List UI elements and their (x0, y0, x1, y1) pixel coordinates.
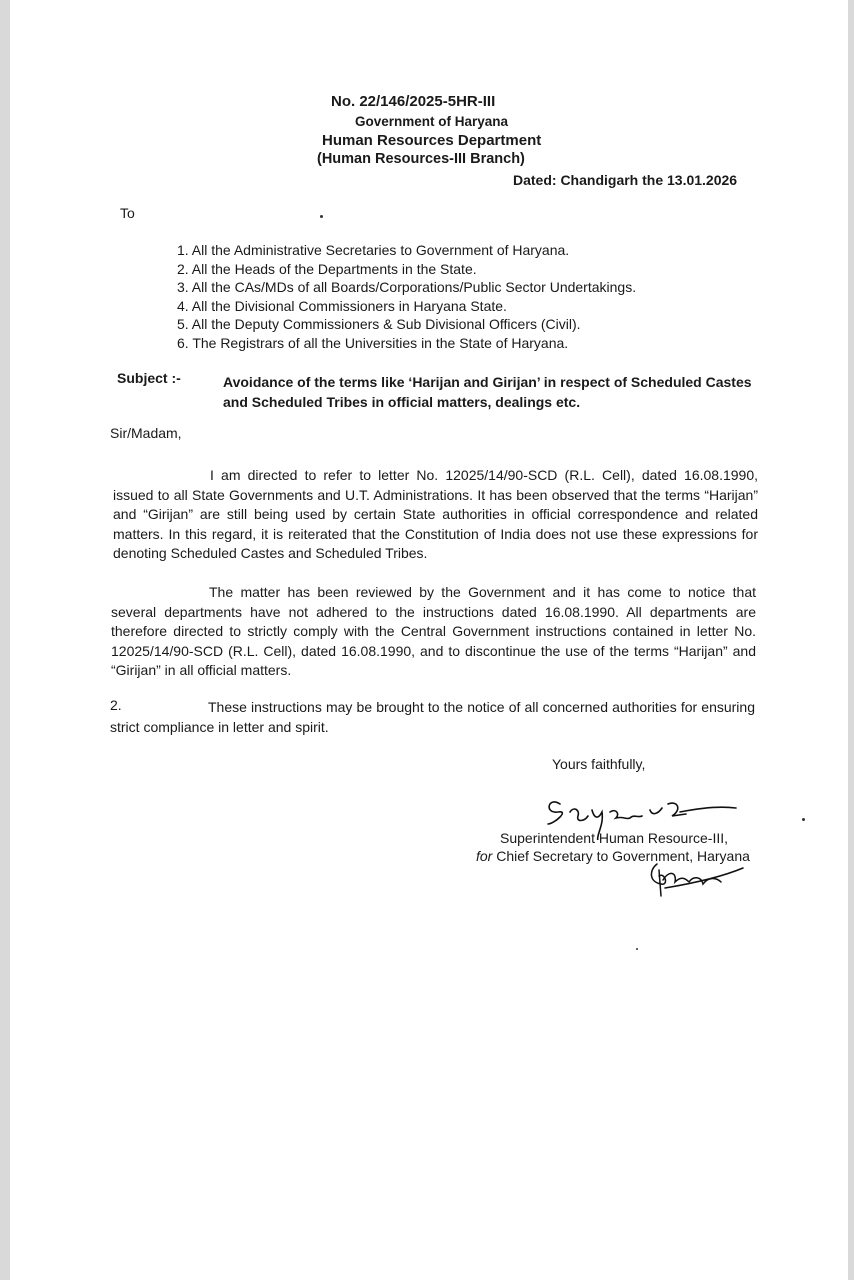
stray-mark (802, 818, 805, 821)
for-rest: Chief Secretary to Government, Haryana (492, 848, 750, 864)
department-name: Human Resources Department (322, 132, 542, 149)
paragraph-number: 2. (110, 697, 122, 713)
addressee-list (177, 241, 636, 352)
to-label: To (120, 205, 135, 221)
list-item: 1. All the Administrative Secretaries to Government of Haryana. (177, 242, 570, 258)
list-item: 4. All the Divisional Commissioners in Haryana State. (177, 297, 507, 314)
subject-text: Avoidance of the terms like ‘Harijan and Girijan’ in respect of Scheduled Castes and Scheduled Tribes in official matters, dealings etc. (223, 374, 752, 410)
initials-mark (645, 858, 755, 900)
yours-faithfully: Yours faithfully, (552, 756, 646, 772)
reference-number: No. 22/146/2025-5HR-III (331, 93, 496, 110)
paragraph-1: I am directed to refer to letter No. 12025/14/90-SCD (R.L. Cell), dated 16.08.1990, issued to all State Governments and U.T. Administrations. It has been observed that the terms “Harijan” and “Girijan” are still being used by certain State authorities in official correspondence and related matters. In this regard, it is reiterated that the Constitution of India does not use these expressions for denoting Scheduled Castes and Scheduled Tribes. (113, 467, 758, 561)
signatory-designation: Superintendent Human Resource-III, (500, 830, 729, 846)
branch-name: (Human Resources-III Branch) (317, 151, 525, 167)
paragraph-3: These instructions may be brought to the notice of all concerned authorities for ensuring strict compliance in letter and spirit. (110, 699, 755, 735)
list-item: 6. The Registrars of all the Universities in the State of Haryana. (177, 334, 569, 351)
list-item: 5. All the Deputy Commissioners & Sub Divisional Officers (Civil). (177, 316, 581, 332)
salutation: Sir/Madam, (110, 425, 182, 441)
dated-line: Dated: Chandigarh the 13.01.2026 (513, 172, 738, 188)
list-item: 2. All the Heads of the Departments in the State. (177, 260, 477, 277)
for-prefix: for (476, 848, 493, 864)
government-name: Government of Haryana (355, 114, 509, 129)
list-item: 3. All the CAs/MDs of all Boards/Corporations/Public Sector Undertakings. (177, 279, 637, 295)
letter-page (10, 0, 848, 1280)
stray-mark (636, 948, 638, 950)
stray-mark (320, 215, 323, 218)
subject-label: Subject :- (117, 370, 181, 386)
paragraph-2: The matter has been reviewed by the Government and it has come to notice that several departments have not adhered to the instructions dated 16.08.1990. All departments are therefore directed to strictly comply with the Central Government instructions contained in letter No. 12025/14/90-SCD (R.L. Cell), dated 16.08.1990, and to discontinue the use of the terms “Harijan” and “Girijan” in all official matters. (111, 584, 756, 678)
